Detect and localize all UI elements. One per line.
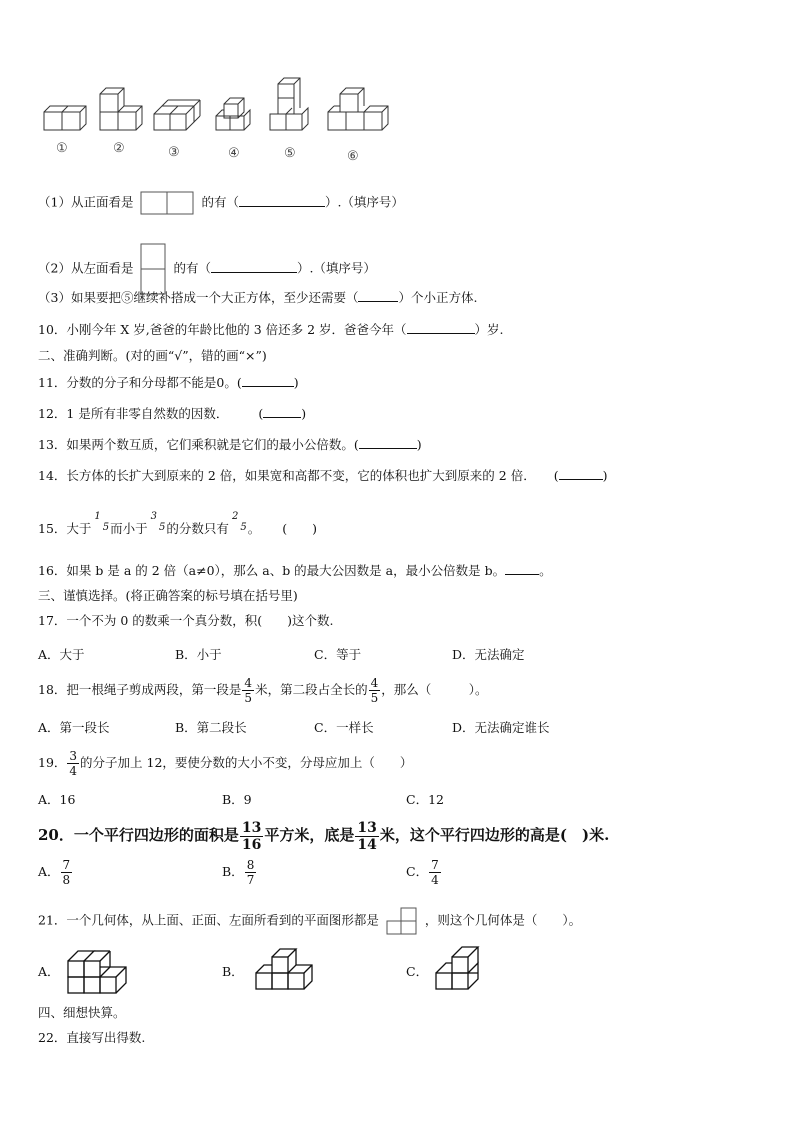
q21-option-a[interactable]: A． (38, 964, 60, 979)
figure-label-3: ③ (168, 145, 180, 160)
q19-option-c[interactable]: C．12 (406, 792, 444, 807)
left-view-shape (140, 243, 166, 295)
cube-figure-5 (270, 78, 308, 130)
q11: 11．分数的分子和分母都不能是0。( ) (38, 375, 299, 390)
q9-sub3: （3）如果要把⑤继续补搭成一个大正方体，至少还需要（ ）个小正方体. (38, 290, 478, 305)
figure-label-1: ① (56, 141, 68, 156)
q18: 18．把一根绳子剪成两段，第一段是 $\frac{4}{5}$ 米，第二段占全长的 $\frac{4}{5}$ ，那么（ ）。 (38, 676, 488, 705)
q21-option-c[interactable]: C． (406, 964, 429, 979)
fraction-three-fifths: 3 5 (150, 511, 166, 533)
q22: 22．直接写出得数. (38, 1030, 146, 1045)
q19-option-b[interactable]: B．9 (222, 792, 252, 807)
q17-option-d[interactable]: D．无法确定 (452, 647, 525, 662)
figure-label-4: ④ (228, 146, 240, 161)
fraction-13-14: $\frac{13}{14}$ (357, 819, 377, 853)
fraction-four-fifths-2: $\frac{4}{5}$ (370, 676, 379, 705)
q21: 21．一个几何体，从上面、正面、左面所看到的平面图形都是 ，则这个几何体是（ ）。 (38, 906, 581, 936)
cube-figure-6 (328, 88, 388, 130)
q18-option-d[interactable]: D．无法确定谁长 (452, 720, 550, 735)
three-view-shape (385, 906, 419, 936)
answer-blank-q9-1[interactable] (239, 194, 325, 207)
figure-label-2: ② (113, 141, 125, 156)
q9-sub1: （1）从正面看是 的有（ ）.（填序号） (38, 191, 404, 215)
fraction-one-fifth: 1 5 (94, 511, 110, 533)
fraction-four-fifths: $\frac{4}{5}$ (244, 676, 253, 705)
cube-figure-2 (100, 88, 142, 130)
q21-option-b-figure (252, 945, 314, 997)
answer-blank-q9-2[interactable] (211, 260, 297, 273)
front-view-shape (140, 191, 194, 215)
figure-label-5: ⑤ (284, 146, 296, 161)
q21-option-a-figure (64, 945, 130, 997)
q14: 14．长方体的长扩大到原来的 2 倍，如果宽和高都不变，它的体积也扩大到原来的 2 倍． ( ) (38, 468, 608, 483)
q17-option-c[interactable]: C．等于 (314, 647, 362, 662)
answer-blank-q13[interactable] (359, 436, 417, 449)
fraction-8-7: $\frac{8}{7}$ (246, 858, 255, 887)
answer-blank-q10[interactable] (407, 321, 475, 334)
fraction-three-quarters: $\frac{3}{4}$ (69, 749, 78, 778)
figure-label-6: ⑥ (347, 149, 359, 164)
q20-option-a[interactable]: A． $\frac{7}{8}$ (38, 858, 71, 887)
cube-figure-4 (216, 98, 250, 130)
q18-option-a[interactable]: A．第一段长 (38, 720, 110, 735)
answer-paren-q15[interactable]: ( ) (282, 521, 317, 536)
fraction-7-4: $\frac{7}{4}$ (431, 858, 439, 887)
section-4-title: 四、细想快算。 (38, 1005, 126, 1020)
q12: 12．1 是所有非零自然数的因数． ( ) (38, 406, 307, 421)
section-2-title: 二、准确判断。(对的画“√”，错的画“×”) (38, 348, 267, 363)
cube-figures-row (40, 90, 400, 145)
q13: 13．如果两个数互质，它们乘积就是它们的最小公倍数。( ) (38, 437, 422, 452)
answer-blank-q16[interactable] (505, 562, 539, 575)
q16: 16．如果 b 是 a 的 2 倍（a≠0），那么 a、b 的最大公因数是 a，最小公倍数是 b。 。 (38, 563, 552, 578)
q20-option-c[interactable]: C． $\frac{7}{4}$ (406, 858, 439, 887)
fraction-two-fifths: 2 5 (231, 511, 247, 533)
cube-figure-1 (44, 106, 86, 130)
q10: 10．小刚今年 X 岁,爸爸的年龄比他的 3 倍还多 2 岁．爸爸今年（ ）岁. (38, 322, 504, 337)
q9-sub2: （2）从左面看是 的有（ ）.（填序号） (38, 243, 376, 295)
q18-option-c[interactable]: C．一样长 (314, 720, 374, 735)
q19-option-a[interactable]: A．16 (38, 792, 76, 807)
q21-option-b[interactable]: B． (222, 964, 244, 979)
fraction-13-16: $\frac{13}{16}$ (241, 819, 262, 853)
cube-figure-3 (154, 100, 200, 130)
answer-blank-q9-3[interactable] (358, 289, 398, 302)
q17: 17．一个不为 0 的数乘一个真分数，积( )这个数. (38, 613, 334, 628)
q21-option-c-figure (432, 945, 488, 997)
section-3-title: 三、谨慎选择。(将正确答案的标号填在括号里) (38, 588, 298, 603)
answer-blank-q12[interactable] (263, 405, 301, 418)
q20-option-b[interactable]: B． $\frac{8}{7}$ (222, 858, 255, 887)
q19: 19． $\frac{3}{4}$ 的分子加上 12，要使分数的大小不变，分母应加上（ ） (38, 749, 413, 778)
answer-blank-q11[interactable] (242, 374, 294, 387)
q18-option-b[interactable]: B．第二段长 (175, 720, 247, 735)
answer-blank-q14[interactable] (559, 467, 603, 480)
q20: 20．一个平行四边形的面积是 $\frac{13}{16}$ 平方米，底是 $\frac{13}{14}$ 米，这个平行四边形的高是( )米. (38, 819, 610, 853)
q17-option-a[interactable]: A．大于 (38, 647, 85, 662)
q17-option-b[interactable]: B．小于 (175, 647, 222, 662)
q15: 15．大于 1 5 而小于 3 5 的分数只有 2 5 。 ( ) (38, 511, 317, 536)
fraction-7-8: $\frac{7}{8}$ (62, 858, 71, 887)
